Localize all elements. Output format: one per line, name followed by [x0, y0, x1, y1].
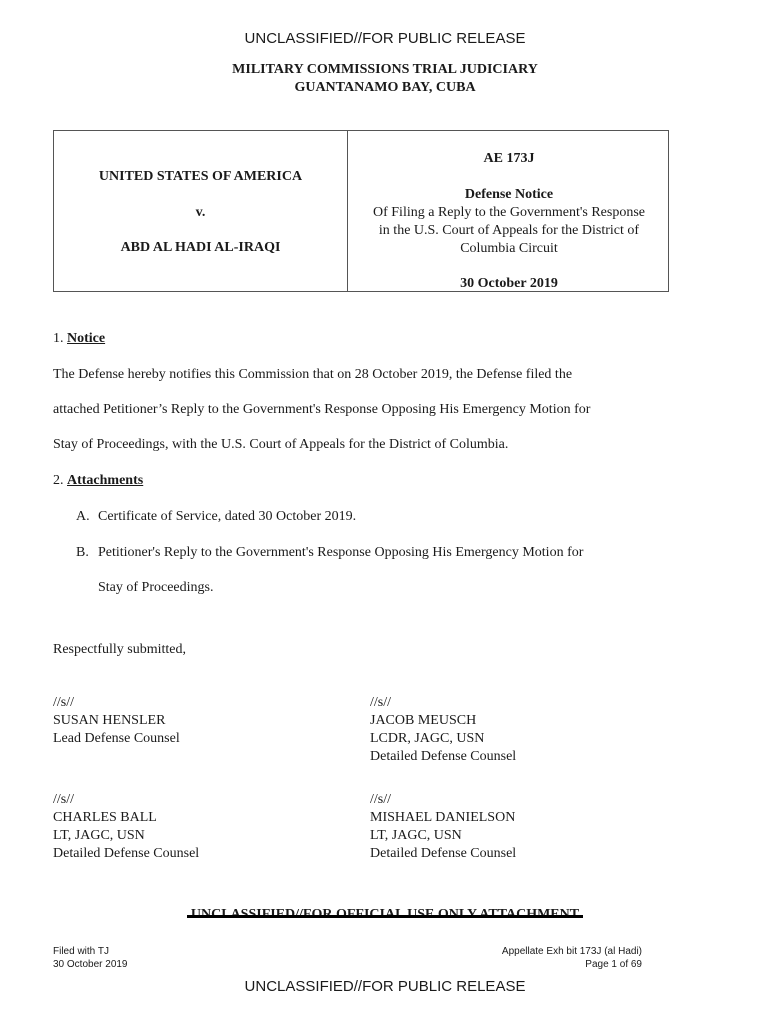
signature-block	[370, 791, 516, 863]
footer-left	[53, 945, 128, 971]
signer-name: MISHAEL DANIELSON	[370, 810, 516, 825]
versus-label: v.	[195, 205, 206, 220]
notice-description-line3: Columbia Circuit	[460, 241, 558, 256]
signer-name: JACOB MEUSCH	[370, 713, 477, 728]
attachment-b-marker: B.	[76, 545, 89, 560]
court-location: GUANTANAMO BAY, CUBA	[294, 80, 476, 95]
notice-title: Defense Notice	[464, 187, 554, 202]
filing-number: AE 173J	[483, 151, 535, 166]
footer-filed-with: Filed with TJ	[53, 946, 109, 957]
classification-banner-top: UNCLASSIFIED//FOR PUBLIC RELEASE	[244, 30, 526, 47]
signature-block	[53, 694, 180, 748]
section1-text-line2: attached Petitioner’s Reply to the Government's Response Opposing His Emergency Motion for	[53, 402, 591, 417]
section1-text-line3: Stay of Proceedings, with the U.S. Court of Appeals for the District of Columbia.	[53, 437, 509, 452]
signature-mark: //s//	[370, 792, 392, 807]
section2-title: Attachments	[67, 473, 144, 488]
signer-title: Detailed Defense Counsel	[370, 846, 517, 861]
footer-right	[502, 945, 642, 971]
classification-banner-bottom: UNCLASSIFIED//FOR PUBLIC RELEASE	[244, 978, 526, 995]
section1-heading	[53, 331, 105, 347]
plaintiff-name: UNITED STATES OF AMERICA	[98, 169, 303, 184]
signer-title: Lead Defense Counsel	[53, 731, 180, 746]
section1-number: 1.	[53, 331, 64, 346]
section1-title: Notice	[67, 331, 106, 346]
case-caption-box	[53, 130, 669, 292]
footer-page-number: Page 1 of 69	[585, 959, 642, 970]
signature-mark: //s//	[370, 695, 392, 710]
attachment-b-text-line2: Stay of Proceedings.	[98, 580, 214, 595]
signer-title: Detailed Defense Counsel	[53, 846, 200, 861]
section2-number: 2.	[53, 473, 64, 488]
signer-name: SUSAN HENSLER	[53, 713, 166, 728]
signature-mark: //s//	[53, 792, 75, 807]
signature-mark: //s//	[53, 695, 75, 710]
attachment-a-marker: A.	[76, 509, 90, 524]
section2-heading	[53, 473, 143, 489]
section1-text-line1: The Defense hereby notifies this Commission that on 28 October 2019, the Defense filed the	[53, 367, 573, 382]
signer-name: CHARLES BALL	[53, 810, 157, 825]
footer-exhibit-label: Appellate Exh bit 173J (al Hadi)	[501, 946, 642, 957]
court-name: MILITARY COMMISSIONS TRIAL JUDICIARY	[232, 62, 538, 77]
notice-description-line1: Of Filing a Reply to the Government's Response	[373, 205, 645, 220]
signer-title: Detailed Defense Counsel	[370, 749, 517, 764]
signer-rank: LCDR, JAGC, USN	[370, 731, 485, 746]
signature-block	[53, 791, 199, 863]
signer-rank: LT, JAGC, USN	[53, 828, 145, 843]
attachment-a-text: Certificate of Service, dated 30 October 2019.	[98, 509, 357, 524]
filing-date: 30 October 2019	[460, 276, 558, 291]
signer-rank: LT, JAGC, USN	[370, 828, 462, 843]
struck-marking-row	[0, 905, 770, 923]
notice-description-line2: in the U.S. Court of Appeals for the District of	[378, 223, 640, 238]
attachment-b-text-line1: Petitioner's Reply to the Government's Response Opposing His Emergency Motion for	[98, 545, 584, 560]
defendant-name: ABD AL HADI AL-IRAQI	[120, 240, 281, 255]
signature-block	[370, 694, 516, 766]
struck-classification-marking: UNCLASSIFIED//FOR OFFICIAL USE ONLY ATTACHMENT	[190, 907, 580, 922]
footer-filed-date: 30 October 2019	[53, 959, 128, 970]
closing-text: Respectfully submitted,	[53, 642, 186, 657]
